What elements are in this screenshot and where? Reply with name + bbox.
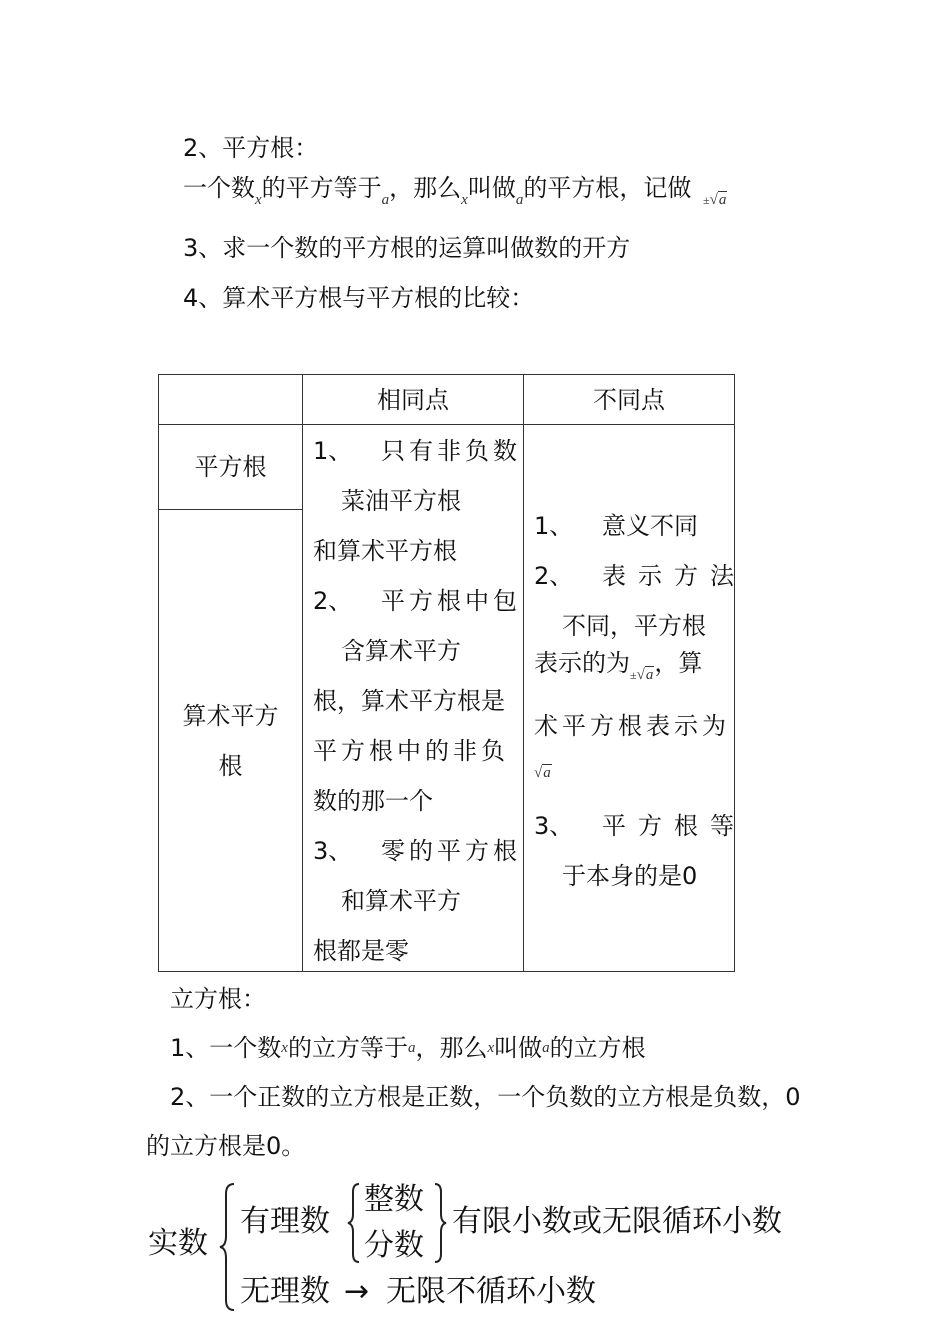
label-fraction: 分数 (364, 1228, 424, 1263)
cube-root-definition: 1、一个数x的立方等于a，那么x叫做a的立方根 (170, 1034, 646, 1062)
cube-root-title: 立方根： (170, 985, 266, 1013)
table-corner-cell (159, 375, 303, 425)
label-rational: 有理数 (240, 1204, 330, 1239)
inner-right-brace-icon (432, 1182, 448, 1264)
var-a: a (381, 192, 390, 208)
pm-sqrt-a-formula: ±√a (702, 192, 727, 208)
cube-root-zero: 的立方根是0。 (146, 1132, 306, 1160)
different-points-cell: 1、 意义不同 2、 表示方法 不同，平方根 表示的为±√a，算 术平方根表示为 √a 3、 平方根等 于本身的是0 (524, 425, 735, 972)
item-4-text: 4、算术平方根与平方根的比较： (183, 284, 535, 312)
row-label-square-root: 平方根 (159, 425, 303, 510)
square-root-definition (183, 172, 727, 208)
same-points-cell: 1、 只有非负数 菜油平方根 和算术平方根 2、 平方根中包 含算术平方 根，算术平方根是 平方根中的非负 数的那一个 3、 零的平方根 和算术平方 根都是零 (303, 425, 524, 972)
table-header-same: 相同点 (303, 375, 524, 425)
arrow-icon: → (344, 1274, 370, 1309)
inner-left-brace-icon (346, 1182, 362, 1264)
def-text-4: 叫做 (467, 174, 516, 202)
comparison-table (158, 374, 746, 972)
diff-text-shown-as: 表示的为 (534, 649, 630, 677)
def-text-5: 的平方根，记做 (523, 174, 692, 202)
label-rational-desc: 有限小数或无限循环小数 (452, 1204, 782, 1239)
label-irrational-desc: 无限不循环小数 (386, 1274, 596, 1309)
def-text-1: 一个数 (183, 174, 255, 202)
cube-var-a: a (407, 1040, 416, 1056)
row-label-arithmetic-root: 算术平方 根 (159, 510, 303, 972)
section-heading-square-root: 2、平方根： (183, 134, 319, 162)
var-a-2: a (515, 192, 524, 208)
label-irrational: 无理数 (240, 1274, 330, 1309)
label-real-number: 实数 (148, 1226, 208, 1261)
cube-var-x-2: x (487, 1040, 495, 1056)
cube-root-sign-rule: 2、一个正数的立方根是正数，一个负数的立方根是负数，0 (170, 1083, 801, 1111)
diff-text-comma-arith: ，算 (654, 649, 703, 677)
outer-brace-icon (218, 1182, 238, 1312)
label-integer: 整数 (364, 1182, 424, 1217)
var-x: x (255, 192, 262, 208)
def-text-2: 的平方等于 (261, 174, 382, 202)
sqrt-a-inline: √a (534, 765, 551, 781)
def-text-3: ，那么 (389, 174, 462, 202)
cube-var-a-2: a (542, 1040, 550, 1056)
var-x-2: x (461, 192, 468, 208)
pm-sqrt-a-inline: ±√a (630, 667, 654, 683)
cube-var-x: x (281, 1040, 288, 1056)
item-3-text: 3、求一个数的平方根的运算叫做数的开方 (183, 234, 631, 262)
table-header-diff: 不同点 (524, 375, 735, 425)
